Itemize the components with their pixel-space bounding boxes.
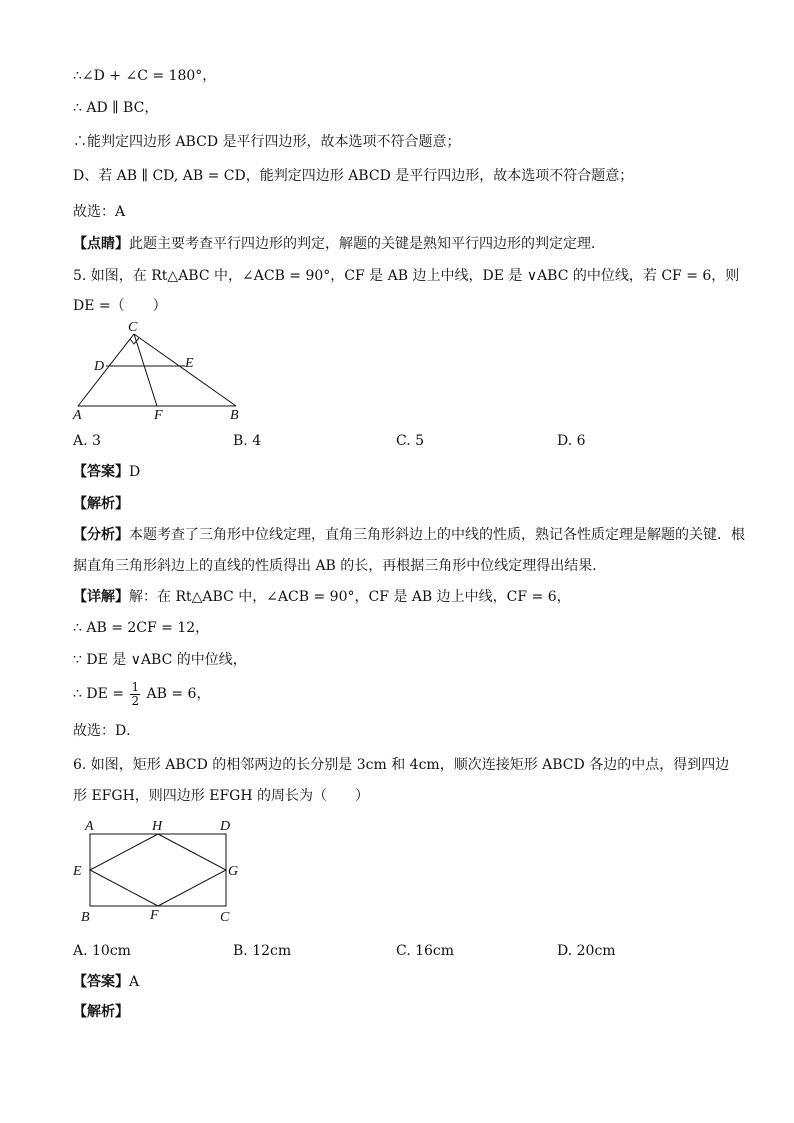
q5-fenxi-line-1 <box>73 525 745 545</box>
rectangle-abcd <box>90 834 226 906</box>
q5-option-a: A. 3 <box>73 433 101 449</box>
median-cf <box>134 334 157 406</box>
q6-option-d: D. 20cm <box>557 943 616 959</box>
label-d: D <box>94 359 105 374</box>
label-e: E <box>185 356 194 371</box>
detail-tag: 【详解】 <box>73 589 129 605</box>
proof-line-conclusion: ∴能判定四边形 ABCD 是平行四边形，故本选项不符合题意； <box>73 134 461 150</box>
q5-detail-line-1 <box>73 587 571 607</box>
q6-option-c: C. 16cm <box>396 943 455 959</box>
fenxi-text: 本题考查了三角形中位线定理，直角三角形斜边上的中线的性质，熟记各性质定理是解题的关键．根 <box>129 527 745 543</box>
q5-triangle-figure <box>70 318 250 420</box>
proof-line-parallel: ∴ AD ∥ BC， <box>73 100 159 116</box>
comment-line <box>73 234 605 254</box>
answer-value: A <box>129 974 140 990</box>
fraction-numerator: 1 <box>131 679 140 694</box>
label-a: A <box>73 408 82 420</box>
q5-option-c: C. 5 <box>396 433 425 449</box>
label-f: F <box>150 908 159 923</box>
q6-stem-line-2: 形 EFGH，则四边形 EFGH 的周长为（ ） <box>73 788 370 804</box>
option-d-explanation: D、若 AB ∥ CD, AB = CD，能判定四边形 ABCD 是平行四边形，故本选项不符合题意； <box>73 168 634 184</box>
comment-tag: 【点睛】 <box>73 236 129 252</box>
q5-analysis-tag: 【解析】 <box>73 496 129 512</box>
label-b: B <box>81 910 90 925</box>
q6-rectangle-figure <box>70 816 250 926</box>
right-angle-mark <box>130 338 139 344</box>
q5-detail-line-2: ∴ AB = 2CF = 12， <box>73 620 210 636</box>
detail4-pre: ∴ DE = <box>73 686 124 702</box>
label-h: H <box>152 819 163 834</box>
fenxi-tag: 【分析】 <box>73 527 129 543</box>
q5-option-b: B. 4 <box>233 433 262 449</box>
label-c: C <box>128 320 138 335</box>
comment-text: 此题主要考查平行四边形的判定，解题的关键是熟知平行四边形的判定定理． <box>129 236 605 252</box>
detail-text: 解：在 Rt△ABC 中，∠ACB = 90°，CF 是 AB 边上中线，CF = 6， <box>129 589 571 605</box>
q5-stem-line-1: 5. 如图，在 Rt△ABC 中，∠ACB = 90°，CF 是 AB 边上中线，DE 是 ∨ABC 的中位线，若 CF = 6，则 <box>73 268 740 284</box>
rhombus-efgh <box>90 834 226 906</box>
q5-detail-line-3: ∵ DE 是 ∨ABC 的中位线， <box>73 652 247 668</box>
q6-answer <box>73 972 139 992</box>
one-half-fraction <box>130 681 140 708</box>
label-a: A <box>85 819 94 834</box>
label-e: E <box>73 864 82 879</box>
q5-fenxi-line-2: 据直角三角形斜边上的直线的性质得出 AB 的长，再根据三角形中位线定理得出结果． <box>73 558 607 574</box>
answer-tag: 【答案】 <box>73 464 129 480</box>
q5-option-d: D. 6 <box>557 433 586 449</box>
answer-value: D <box>129 464 141 480</box>
fraction-denominator: 2 <box>131 693 140 708</box>
side-ac <box>78 334 134 406</box>
choose-line: 故选：A <box>73 204 126 220</box>
q5-answer <box>73 462 140 482</box>
q6-stem-line-1: 6. 如图，矩形 ABCD 的相邻两边的长分别是 3cm 和 4cm，顺次连接矩形 ABCD 各边的中点，得到四边 <box>73 757 730 773</box>
label-c: C <box>220 910 230 925</box>
label-f: F <box>154 408 163 420</box>
q6-analysis-tag: 【解析】 <box>73 1004 129 1020</box>
q5-detail-line-4 <box>73 678 210 710</box>
label-g: G <box>228 864 239 879</box>
q6-option-a: A. 10cm <box>73 943 131 959</box>
q5-choose: 故选：D． <box>73 723 141 739</box>
answer-tag: 【答案】 <box>73 974 129 990</box>
q5-stem-line-2: DE =（ ） <box>73 298 167 314</box>
q6-option-b: B. 12cm <box>233 943 292 959</box>
label-b: B <box>230 408 239 420</box>
detail4-post: AB = 6， <box>146 686 211 702</box>
label-d: D <box>220 819 231 834</box>
proof-line-angle-sum: ∴∠D + ∠C = 180°， <box>73 68 217 84</box>
